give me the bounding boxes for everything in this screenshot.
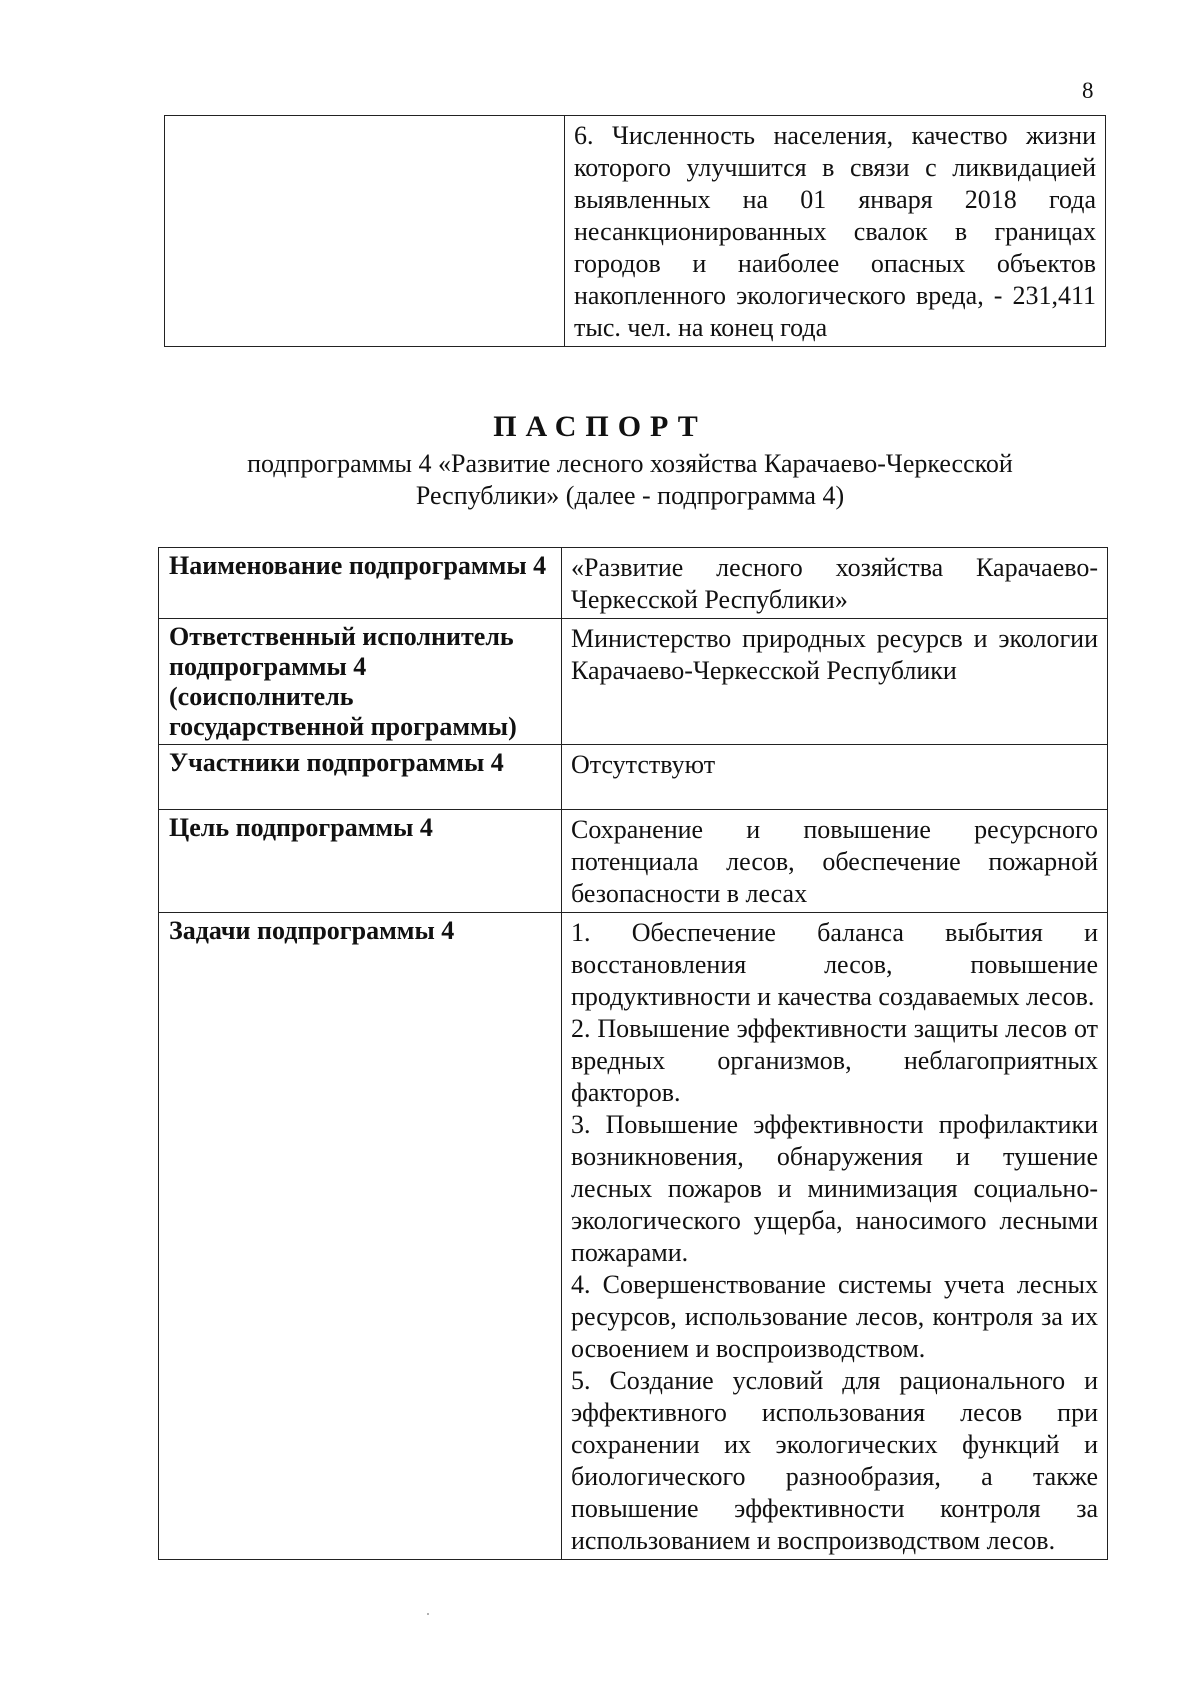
row-value: Отсутствуют: [571, 750, 716, 779]
task-item: 2. Повышение эффективности защиты лесов от вредных организмов, неблагоприятных факторов.: [571, 1014, 1098, 1107]
row-label: Участники подпрограммы 4: [169, 748, 504, 777]
task-item: 4. Совершенствование системы учета лесных ресурсов, использование лесов, контроля за их освоением и воспроизводством.: [571, 1270, 1098, 1363]
value-cell: [562, 810, 1108, 913]
row-value: Сохранение и повышение ресурсного потенциала лесов, обеспечение пожарной безопасности в лесах: [571, 815, 1098, 908]
value-cell: [562, 548, 1108, 619]
tasks-list: [562, 913, 1107, 1559]
label-cell: [159, 745, 562, 810]
table-row: [159, 745, 1108, 810]
scan-speck: [427, 1613, 429, 1615]
passport-subtitle: подпрограммы 4 «Развитие лесного хозяйства Карачаево-Черкесской Республики» (далее - подпрограмма 4): [247, 449, 1013, 510]
value-cell: [562, 745, 1108, 810]
row-value: «Развитие лесного хозяйства Карачаево-Черкесской Республики»: [571, 553, 1098, 614]
value-cell: [562, 619, 1108, 745]
label-cell: [159, 913, 562, 1560]
continued-table: [164, 115, 1106, 347]
row-label: Наименование подпрограммы 4: [169, 551, 547, 580]
passport-table: [158, 547, 1108, 1560]
task-item: 1. Обеспечение баланса выбытия и восстановления лесов, повышение продуктивности и качества создаваемых лесов.: [571, 918, 1098, 1011]
table-row: [159, 913, 1108, 1560]
value-cell: [562, 913, 1108, 1560]
row-label: Задачи подпрограммы 4: [169, 916, 455, 945]
label-cell: [159, 810, 562, 913]
row-label: Цель подпрограммы 4: [169, 813, 433, 842]
table-row: [159, 548, 1108, 619]
table-row: [159, 810, 1108, 913]
task-item: 5. Создание условий для рационального и эффективного использования лесов при сохранении их экологических функций и биологического разнообразия, а также повышение эффективности контроля за использованием и воспроизводством лесов.: [571, 1366, 1098, 1555]
empty-cell: [165, 116, 565, 347]
passport-title: ПАСПОРТ: [493, 410, 707, 443]
table-row: [159, 619, 1108, 745]
label-cell: [159, 619, 562, 745]
table-row: [165, 116, 1106, 347]
indicator-text: 6. Численность населения, качество жизни которого улучшится в связи с ликвидацией выявленных на 01 января 2018 года несанкционированных свалок в границах городов и наиболее опасных объектов накопленного экологического вреда, - 231,411 тыс. чел. на конец года: [574, 121, 1096, 342]
task-item: 3. Повышение эффективности профилактики возникновения, обнаружения и тушение лесных пожаров и минимизация социально-экологического ущерба, наносимого лесными пожарами.: [571, 1110, 1098, 1267]
indicator-cell: [565, 116, 1106, 347]
row-value: Министерство природных ресурсв и экологии Карачаево-Черкесской Республики: [571, 624, 1098, 685]
row-label: Ответственный исполнитель подпрограммы 4 (соисполнитель государственной программы): [169, 622, 517, 741]
label-cell: [159, 548, 562, 619]
page-number: 8: [1082, 78, 1094, 103]
